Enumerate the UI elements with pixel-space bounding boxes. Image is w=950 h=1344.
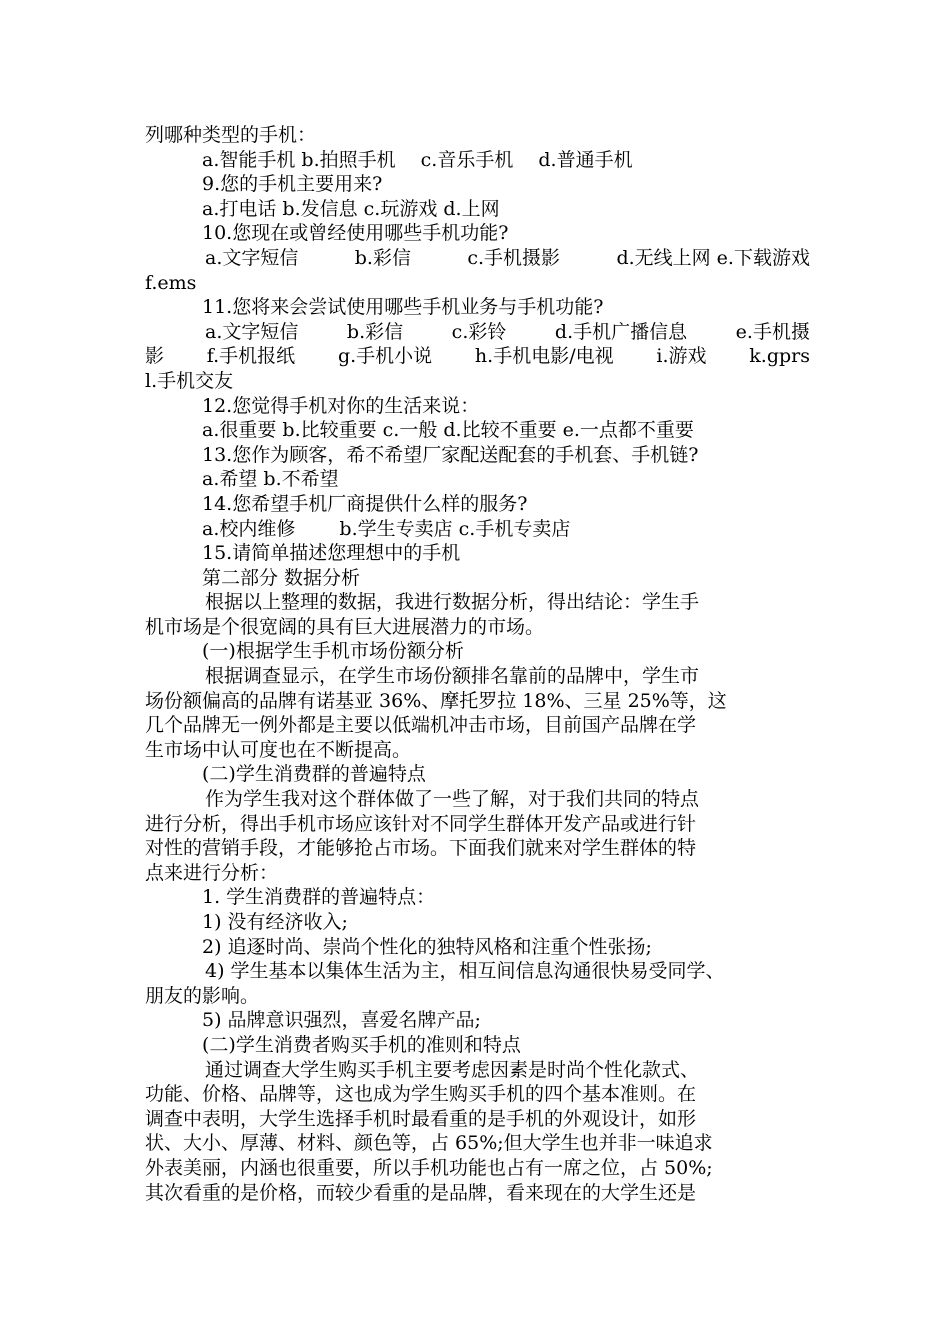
paragraph-line: 几个品牌无一例外都是主要以低端机冲击市场，目前国产品牌在学 (145, 714, 697, 737)
q11-option: d.手机广播信息 (554, 320, 688, 343)
paragraph-line: 对性的营销手段，才能够抢占市场。下面我们就来对学生群体的特 (145, 837, 697, 860)
q11-option: i.游戏 (656, 345, 707, 368)
list-item-continued: 朋友的影响。 (145, 984, 260, 1007)
q11-option: g.手机小说 (337, 345, 433, 368)
paragraph-line: 外表美丽，内涵也很重要，所以手机功能也占有一席之位，占 50%; (145, 1156, 713, 1179)
q11-options-3: l.手机交友 (145, 369, 234, 392)
q15: 15.请简单描述您理想中的手机 (202, 542, 461, 565)
q8-tail: 列哪种类型的手机： (145, 124, 317, 146)
paragraph-line: 作为学生我对这个群体做了一些了解，对于我们共同的特点 (205, 788, 700, 811)
q10-option: b.彩信 (354, 246, 411, 269)
q11: 11.您将来会尝试使用哪些手机业务与手机功能? (202, 296, 604, 319)
q13-options: a.希望 b.不希望 (202, 468, 339, 491)
section-title: (二)学生消费群的普遍特点 (202, 763, 426, 786)
q11-option: c.彩铃 (451, 320, 507, 343)
q10-options (145, 246, 810, 271)
q11-option: b.彩信 (346, 320, 404, 343)
q10-option: c.手机摄影 (467, 246, 561, 269)
section-title: (二)学生消费者购买手机的准则和特点 (202, 1033, 521, 1056)
q11-option: h.手机电影/电视 (474, 345, 614, 368)
q11-options-1 (145, 320, 810, 345)
list-heading: 1. 学生消费群的普遍特点： (202, 886, 436, 909)
q14: 14.您希望手机厂商提供什么样的服务? (202, 492, 528, 515)
paragraph-line: 场份额偏高的品牌有诺基亚 36%、摩托罗拉 18%、三星 25%等，这 (145, 689, 727, 712)
q14-options: a.校内维修 b.学生专卖店 c.手机专卖店 (202, 517, 571, 540)
q11-option: f.手机报纸 (206, 345, 296, 368)
paragraph-line: 进行分析，得出手机市场应该针对不同学生群体开发产品或进行针 (145, 812, 697, 835)
paragraph-line: 生市场中认可度也在不断提高。 (145, 738, 412, 761)
q10-options-tail: f.ems (145, 271, 197, 294)
paragraph-line: 状、大小、厚薄、材料、颜色等，占 65%;但大学生也并非一味追求 (145, 1132, 713, 1155)
document-body (145, 123, 810, 1205)
paragraph-line: 调查中表明，大学生选择手机时最看重的是手机的外观设计，如形 (145, 1107, 697, 1130)
intro-line: 机市场是个很宽阔的具有巨大进展潜力的市场。 (145, 615, 545, 638)
paragraph-line: 点来进行分析： (145, 861, 279, 884)
paragraph-line: 根据调查显示，在学生市场份额排名靠前的品牌中，学生市 (205, 665, 700, 688)
paragraph-line: 通过调查大学生购买手机主要考虑因素是时尚个性化款式、 (205, 1058, 700, 1081)
list-item: 4) 学生基本以集体生活为主，相互间信息沟通很快易受同学、 (205, 960, 725, 983)
q11-option: k.gprs (749, 345, 810, 368)
paragraph-line: 其次看重的是价格，而较少看重的是品牌，看来现在的大学生还是 (145, 1181, 697, 1204)
q12-options: a.很重要 b.比较重要 c.一般 d.比较不重要 e.一点都不重要 (202, 419, 694, 442)
q11-option: e.手机摄 (735, 320, 810, 343)
q9: 9.您的手机主要用来? (202, 173, 383, 196)
list-item: 2) 追逐时尚、崇尚个性化的独特风格和注重个性张扬; (202, 935, 652, 958)
section-title: (一)根据学生手机市场份额分析 (202, 640, 464, 663)
q13: 13.您作为顾客，希不希望厂家配送配套的手机套、手机链? (202, 443, 699, 466)
q11-options-2 (145, 344, 810, 369)
part-title: 第二部分 数据分析 (202, 566, 361, 589)
q10-option: a.文字短信 (205, 246, 299, 269)
paragraph-line: 功能、价格、品牌等，这也成为学生购买手机的四个基本准则。在 (145, 1083, 697, 1106)
list-item: 5) 品牌意识强烈，喜爱名牌产品; (202, 1009, 481, 1032)
q12: 12.您觉得手机对你的生活来说： (202, 394, 480, 417)
q9-options: a.打电话 b.发信息 c.玩游戏 d.上网 (202, 197, 500, 220)
q10: 10.您现在或曾经使用哪些手机功能? (202, 222, 509, 245)
intro-line: 根据以上整理的数据，我进行数据分析，得出结论：学生手 (205, 591, 700, 614)
q10-option: d.无线上网 e.下载游戏 (616, 246, 810, 269)
q11-option: 影 (145, 345, 165, 368)
q11-option: a.文字短信 (205, 320, 299, 343)
list-item: 1) 没有经济收入; (202, 911, 348, 933)
q8-options: a.智能手机 b.拍照手机 c.音乐手机 d.普通手机 (202, 148, 633, 171)
